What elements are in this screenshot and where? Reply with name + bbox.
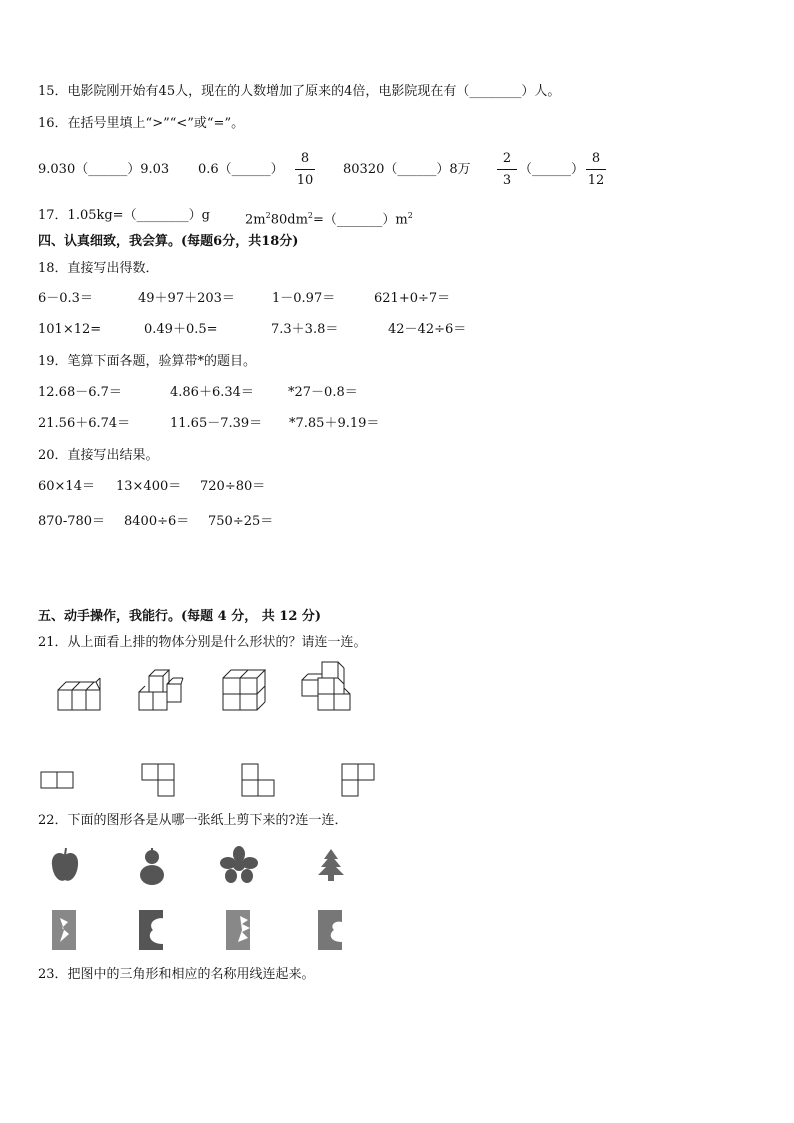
question-16: 16．在括号里填上“>”“<”或“=”。: [38, 116, 245, 131]
q18-r1-c3: 1－0.97＝: [272, 291, 336, 306]
cube-figure-2: [137, 666, 185, 712]
q20-r1-c3: 720÷80＝: [200, 479, 266, 494]
fraction-2-3: [495, 149, 519, 190]
tree-shape-icon: [316, 847, 346, 883]
question-20: 20．直接写出结果。: [38, 448, 159, 463]
q19-r1-c3: *27－0.8＝: [288, 385, 358, 400]
fraction-denominator: 3: [502, 173, 512, 188]
q19-r2-c1: 21.56＋6.74＝: [38, 416, 131, 431]
q20-r2-c1: 870-780＝: [38, 514, 106, 529]
question-23: 23．把图中的三角形和相应的名称用线连起来。: [38, 967, 315, 982]
question-21: 21．从上面看上排的物体分别是什么形状的？请连一连。: [38, 635, 367, 650]
q20-r1-c1: 60×14＝: [38, 479, 95, 494]
q17-b-sup2: 2: [307, 211, 313, 220]
q19-r1-c1: 12.68－6.7＝: [38, 385, 122, 400]
top-view-4: [341, 763, 377, 799]
fraction-denominator: 10: [296, 173, 314, 188]
cube-figure-4: [300, 660, 354, 712]
q19-r2-c2: 11.65－7.39＝: [170, 416, 263, 431]
q17-b-pre: 2m: [245, 212, 266, 228]
question-22: 22．下面的图形各是从哪一张纸上剪下来的?连一连．: [38, 813, 348, 828]
section-4-heading: 四、认真细致，我会算。(每题6分，共18分): [38, 234, 299, 249]
q18-r1-c2: 49＋97＋203＝: [138, 291, 235, 306]
apple-shape-icon: [50, 847, 80, 885]
q17-b-mid: 80dm: [270, 212, 308, 228]
fraction-numerator: 8: [300, 151, 310, 166]
q18-r2-c3: 7.3＋3.8＝: [271, 322, 339, 337]
q17-item-b: [245, 207, 413, 229]
paper-sheet-3: [224, 908, 252, 952]
q18-r1-c1: 6－0.3＝: [38, 291, 93, 306]
paper-sheet-4: [316, 908, 344, 952]
q17-item-a: 17．1.05kg=（________）g: [38, 208, 210, 223]
q20-r1-c2: 13×400＝: [116, 479, 182, 494]
paper-sheet-1: [50, 908, 78, 952]
top-view-2: [141, 763, 177, 799]
q17-b-post: =（_______）m: [313, 212, 408, 228]
cube-figure-3: [221, 668, 267, 712]
q16-item-b-left: 0.6（______）: [198, 162, 284, 177]
q16-item-a: 9.030（______）9.03: [38, 162, 170, 177]
q17-b-sup3: 2: [407, 211, 413, 220]
fraction-8-12: [584, 149, 608, 190]
q19-r1-c2: 4.86＋6.34＝: [170, 385, 254, 400]
question-15: 15．电影院刚开始有45人，现在的人数增加了原来的4倍，电影院现在有（________）人。: [38, 84, 561, 99]
q18-r1-c4: 621+0÷7＝: [374, 291, 451, 306]
paper-sheet-2: [137, 908, 165, 952]
q18-r2-c1: 101×12=: [38, 322, 102, 337]
q18-r2-c4: 42－42÷6＝: [388, 322, 467, 337]
q20-r2-c3: 750÷25＝: [208, 514, 274, 529]
q17-b-sup1: 2: [265, 211, 271, 220]
q16-item-c: 80320（______）8万: [343, 162, 471, 177]
q18-r2-c2: 0.49＋0.5=: [144, 322, 218, 337]
top-view-3: [241, 763, 277, 799]
fraction-numerator: 8: [591, 151, 601, 166]
top-view-1: [40, 771, 76, 791]
fraction-denominator: 12: [587, 173, 605, 188]
q16-item-d-mid: （______）: [519, 162, 585, 177]
cube-figure-1: [56, 676, 102, 712]
question-19: 19．笔算下面各题，验算带*的题目。: [38, 354, 257, 369]
fraction-numerator: 2: [502, 151, 512, 166]
section-5-heading: 五、动手操作，我能行。(每题 4 分， 共 12 分): [38, 609, 322, 624]
q19-r2-c3: *7.85＋9.19＝: [289, 416, 380, 431]
flower-shape-icon: [219, 846, 259, 884]
fraction-8-10: [293, 149, 317, 190]
q20-r2-c2: 8400÷6＝: [124, 514, 190, 529]
gourd-shape-icon: [137, 847, 167, 887]
question-18: 18．直接写出得数．: [38, 261, 159, 276]
